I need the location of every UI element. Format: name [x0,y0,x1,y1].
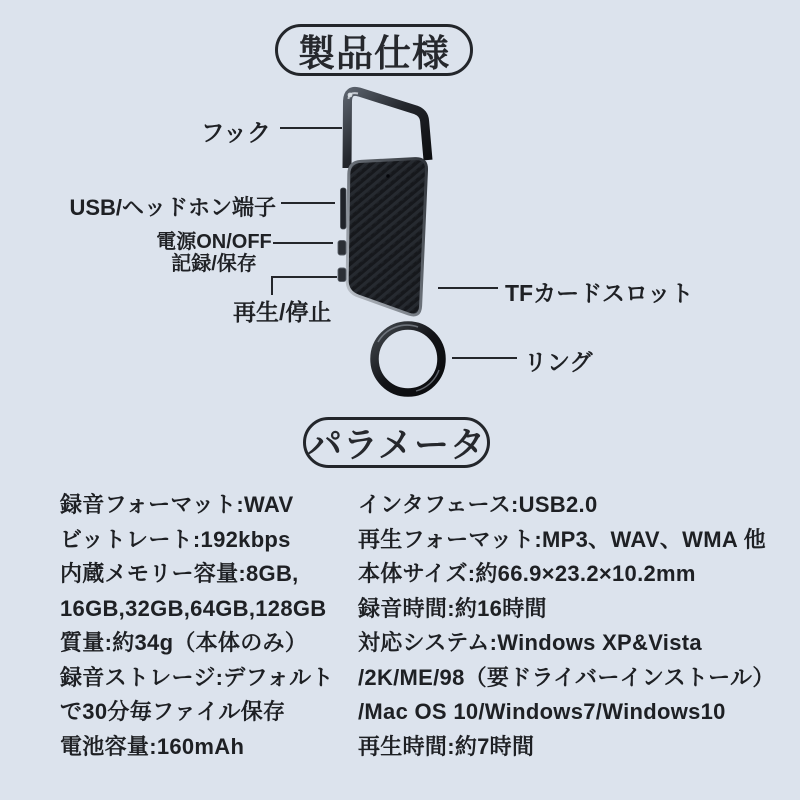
section-title-parameters [303,417,490,468]
recorder-body [347,159,426,315]
callout-tf-line [438,287,498,289]
mic-hole [386,174,389,177]
spec-supported-systems-line2: /2K/ME/98（要ドライバーインストール） [358,664,775,690]
spec-playback-time: 再生時間:約7時間 [358,733,535,759]
spec-recording-storage-line1: 録音ストレージ:デフォルト [60,664,334,690]
spec-weight: 質量:約34g（本体のみ） [60,630,308,655]
callout-ring-label: リング [524,349,593,375]
spec-body-size: 本体サイズ:約66.9×23.2×10.2mm [358,561,696,586]
callout-ring-line [452,357,517,359]
play-stop-button [338,268,346,282]
callout-play-line-vertical [271,276,273,295]
carabiner-hook [347,91,428,168]
callout-usb-label: USB/ヘッドホン端子 [69,195,276,220]
spec-recording-format: 録音フォーマット:WAV [60,492,294,517]
spec-recording-storage-line2: で30分毎ファイル保存 [60,699,286,724]
voice-recorder-illustration [300,80,480,410]
callout-play-line-horizontal [271,276,337,278]
callout-hook-line [280,127,342,129]
callout-power-label [153,231,275,275]
callout-play-stop-label: 再生/停止 [233,299,332,325]
spec-supported-systems-line1: 対応システム:Windows XP&Vista [358,630,702,655]
spec-recording-time: 録音時間:約16時間 [358,595,547,621]
callout-hook-label: フック [200,120,271,147]
callout-power-line [273,242,333,244]
spec-playback-format: 再生フォーマット:MP3、WAV、WMA 他 [358,526,766,552]
section-title-product-spec [275,24,473,76]
spec-bitrate: ビットレート:192kbps [60,526,291,552]
product-spec-title-text: 製品仕様 [298,33,450,74]
callout-power-line2: 記録/保存 [171,253,257,275]
device-photo-keychain-voice-recorder [300,80,480,410]
specs-column-right [358,488,775,764]
key-ring [375,325,442,392]
callout-tf-slot-label: TFカードスロット [505,280,694,306]
side-controls [338,188,346,282]
spec-memory-capacity-line2: 16GB,32GB,64GB,128GB [60,595,327,621]
spec-interface: インタフェース:USB2.0 [358,492,598,517]
callout-usb-line [281,202,335,204]
spec-battery-capacity: 電池容量:160mAh [60,733,245,759]
usb-port [341,188,347,229]
specs-column-left [60,488,334,764]
spec-supported-systems-line3: /Mac OS 10/Windows7/Windows10 [358,699,726,724]
parameters-title-text: パラメータ [307,425,486,465]
spec-memory-capacity-line1: 内蔵メモリー容量:8GB, [60,561,299,586]
callout-power-line1: 電源ON/OFF [156,231,272,253]
power-record-button [338,241,346,256]
